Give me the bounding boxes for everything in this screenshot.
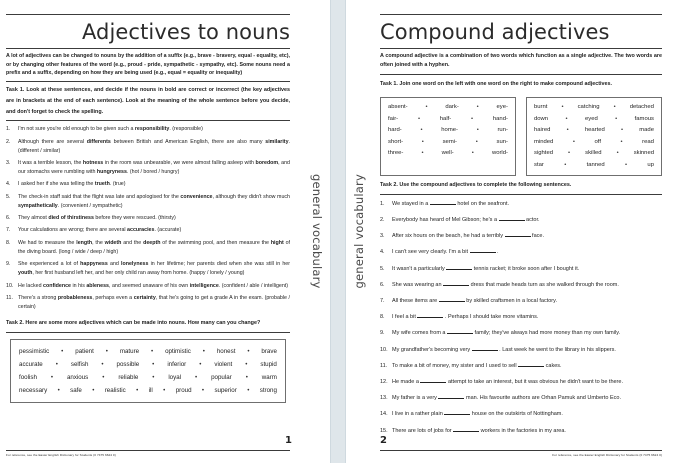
question-number: 3. [6, 160, 11, 167]
question-text: I'm not sure you're old enough to be given such a responsibility. (responsible) [18, 126, 203, 133]
bullet-separator-icon: • [476, 127, 479, 134]
answer-blank[interactable] [505, 236, 531, 237]
question-text: There are lots of jobs for workers in the factories in my area. [392, 427, 566, 434]
question-number: 7. [6, 227, 11, 234]
word-bank-item[interactable]: tanned [586, 161, 605, 168]
bullet-separator-icon: • [245, 361, 248, 369]
question-number: 2. [380, 217, 385, 224]
bullet-separator-icon: • [50, 374, 53, 382]
question-item [380, 378, 662, 387]
word-bank-item[interactable]: realistic [104, 387, 126, 395]
question-number: 15. [380, 427, 388, 434]
answer-blank[interactable] [430, 204, 456, 205]
question-text: I feel a bit . Perhaps I should take more vitamins. [392, 314, 539, 321]
question-item [380, 297, 662, 306]
word-bank-item[interactable]: detached [629, 104, 654, 111]
word-bank-item[interactable]: sun- [496, 138, 508, 145]
bullet-separator-icon: • [471, 150, 474, 157]
task1-instruction: Task 1. Join one word on the left with one word on the right to make compound adjectives. [380, 80, 613, 87]
question-item [380, 427, 662, 436]
adjective-word-bank [10, 339, 286, 403]
word-bank-item[interactable]: haired [534, 127, 551, 134]
word-bank-item[interactable]: made [639, 127, 654, 134]
question-text: She was wearing an dress that made heads turn as she walked through the room. [392, 281, 619, 288]
question-text: My grandfather's becoming very . Last week he went to the library in his slippers. [392, 346, 616, 353]
word-bank-item[interactable]: reliable [118, 374, 139, 382]
question-item [380, 362, 662, 371]
word-bank-row [19, 358, 277, 371]
bullet-separator-icon: • [564, 161, 567, 168]
word-bank-item[interactable]: pessimistic [19, 348, 50, 356]
question-item [380, 200, 662, 209]
word-bank-item[interactable]: three- [388, 150, 404, 157]
answer-blank[interactable] [499, 220, 525, 221]
bullet-separator-icon: • [163, 387, 166, 395]
word-bank-row [388, 114, 508, 126]
word-bank-item[interactable]: popular [211, 374, 232, 382]
bullet-separator-icon: • [620, 138, 623, 145]
question-text: It wasn't a particularly tennis racket; it broke soon after I bought it. [392, 265, 580, 272]
word-bank-item[interactable]: optimistic [165, 348, 191, 356]
side-tab-label: general vocabulary [310, 174, 324, 289]
question-number: 4. [6, 181, 11, 188]
question-number: 1. [6, 126, 11, 133]
bullet-separator-icon: • [245, 374, 248, 382]
intro-paragraph: A lot of adjectives can be changed to nouns by the addition of a suffix (e.g., brave - bravery, equal - equality, etc), or by changing other features of the word (e.g., proud - pride, sympathetic - sympathy, etc). Some nouns need a prefix and a suffix, depending on how they are being used (e.g., equal = equality or inequality) [6, 53, 290, 77]
bullet-separator-icon: • [568, 150, 571, 157]
bullet-separator-icon: • [55, 361, 58, 369]
word-bank-item[interactable]: superior [214, 387, 237, 395]
bullet-separator-icon: • [102, 374, 105, 382]
question-number: 11. [6, 294, 13, 301]
word-bank-item[interactable]: skilled [585, 150, 602, 157]
page-title: Adjectives to nouns [81, 20, 290, 44]
word-bank-item[interactable]: hard- [388, 127, 402, 134]
question-number: 8. [380, 314, 385, 321]
word-bank-item[interactable]: skinned [633, 150, 654, 157]
word-bank-item[interactable]: stupid [260, 361, 277, 369]
right-spacer [380, 443, 662, 450]
word-bank-item[interactable]: dark- [445, 104, 459, 111]
answer-blank[interactable] [447, 333, 473, 334]
question-text: We had to measure the length, the wideth and the deepth of the swimming pool, and then measure the hight of the diving board. (long / wide / deep / high) [18, 239, 291, 255]
task1-question-list [6, 121, 290, 315]
word-bank-item[interactable]: violent [214, 361, 233, 369]
title-top-rule [380, 14, 662, 15]
word-bank-item[interactable]: home- [441, 127, 458, 134]
word-bank-item[interactable]: read [642, 138, 654, 145]
word-bank-item[interactable]: foolish [19, 374, 37, 382]
question-number: 5. [380, 265, 385, 272]
question-item [380, 232, 662, 241]
word-bank-item[interactable]: minded [534, 138, 554, 145]
word-bank-item[interactable]: loyal [168, 374, 182, 382]
question-text: She experienced a lot of happyness and lonelyness in her lifetime; her parents died when she was still in her youth, her first husband left her, and her only child ran away from home. (happy / lonely / young) [18, 261, 291, 277]
question-number: 9. [6, 261, 11, 268]
question-number: 2. [6, 138, 11, 145]
intro-paragraph: A compound adjective is a combination of two words which function as a single adjective. The two words are often joined with a hyphen. [380, 53, 662, 69]
word-bank-item[interactable]: eye- [496, 104, 508, 111]
bullet-separator-icon: • [420, 127, 423, 134]
bullet-separator-icon: • [475, 138, 478, 145]
question-item [6, 159, 290, 177]
question-number: 10. [6, 282, 14, 289]
bullet-separator-icon: • [101, 361, 104, 369]
page-left-footer [6, 434, 292, 463]
word-bank-item[interactable]: semi- [442, 138, 457, 145]
question-item [6, 239, 290, 257]
word-bank-item[interactable]: catching [577, 104, 600, 111]
word-bank-item[interactable]: safe [70, 387, 82, 395]
question-item [6, 193, 290, 211]
side-tab-right [346, 0, 372, 463]
word-bank-row [534, 125, 654, 137]
title-top-rule [6, 14, 290, 15]
word-bank-item[interactable]: inferior [167, 361, 187, 369]
question-item [380, 248, 662, 257]
bullet-separator-icon: • [201, 387, 205, 395]
word-bank-item[interactable]: necessary [19, 387, 48, 395]
question-item [380, 329, 662, 338]
footer-reference-note: For reference, see the Easier English Dictionary for Students (0 7475 6624 0) [6, 453, 116, 457]
bullet-separator-icon: • [613, 104, 616, 111]
question-item [6, 125, 290, 134]
word-bank-item[interactable]: off [594, 138, 601, 145]
answer-blank[interactable] [444, 414, 470, 415]
footer-rule [380, 434, 662, 451]
question-item [380, 281, 662, 290]
word-bank-item[interactable]: hand- [492, 115, 508, 122]
bullet-separator-icon: • [152, 374, 155, 382]
bullet-separator-icon: • [561, 104, 564, 111]
bullet-separator-icon: • [202, 348, 205, 356]
question-number: 3. [380, 233, 385, 240]
word-bank-row [19, 345, 277, 358]
word-bank-second-parts [526, 97, 662, 176]
word-bank-item[interactable]: short- [388, 138, 404, 145]
question-text: I live in a rather plain house on the outskirts of Nottingham. [392, 411, 563, 418]
question-item [6, 226, 290, 235]
question-number: 8. [6, 239, 11, 246]
question-number: 10. [380, 346, 388, 353]
word-bank-item[interactable]: ill [148, 387, 153, 395]
question-number: 13. [380, 395, 388, 402]
word-bank-row [534, 114, 654, 126]
answer-blank[interactable] [439, 301, 465, 302]
page-right [345, 0, 676, 463]
bullet-separator-icon: • [625, 161, 628, 168]
bullet-separator-icon: • [417, 115, 420, 122]
word-bank-item[interactable]: brave [261, 348, 277, 356]
question-item [6, 260, 290, 278]
word-bank-item[interactable]: proud [175, 387, 192, 395]
bullet-separator-icon: • [566, 127, 569, 134]
bullet-separator-icon: • [92, 387, 95, 395]
word-bank-item[interactable]: warm [261, 374, 277, 382]
word-bank-row [534, 102, 654, 114]
answer-blank[interactable] [443, 285, 469, 286]
word-bank-item[interactable]: up [647, 161, 654, 168]
question-number: 11. [380, 362, 388, 369]
answer-blank[interactable] [438, 398, 464, 399]
question-text: The check-in staff said that the flight was late and apologised for the convenience, although they didn't show much sympathetically. (convenient / sympathetic) [18, 193, 291, 209]
word-bank-row [388, 148, 508, 160]
task2-rule [6, 332, 290, 333]
bullet-separator-icon: • [136, 387, 139, 395]
bullet-separator-icon: • [105, 348, 108, 356]
question-number: 9. [380, 330, 385, 337]
question-item [380, 265, 662, 274]
footer-reference-note: For reference, see the Easier English Dictionary for Students (0 7475 6624 0) [552, 453, 662, 457]
question-text: Although there are several differents between British and American English, there are also many similarity. (different / similar) [18, 138, 290, 154]
word-bank-row [388, 102, 508, 114]
word-bank-item[interactable]: absent- [388, 104, 408, 111]
bullet-separator-icon: • [247, 348, 250, 356]
footer-rule [6, 434, 292, 451]
word-bank-item[interactable]: selfish [70, 361, 89, 369]
word-bank-item[interactable]: star [534, 161, 544, 168]
bullet-separator-icon: • [425, 104, 428, 111]
word-bank-row [388, 125, 508, 137]
question-text: I asked her if she was telling the trueth. (true) [18, 181, 126, 188]
word-bank-item[interactable]: well- [441, 150, 454, 157]
word-bank-item[interactable]: mature [119, 348, 140, 356]
task2-question-list [380, 195, 662, 443]
question-item [380, 346, 662, 355]
question-item [380, 410, 662, 419]
word-bank-row [388, 137, 508, 149]
compound-word-banks [380, 97, 662, 176]
answer-blank[interactable] [420, 382, 446, 383]
question-text: They almost died of thirstiness before they were rescued. (thirsty) [18, 215, 176, 222]
word-bank-item[interactable]: world- [491, 150, 508, 157]
question-text: He lacked confidence in his ableness, and seemed unaware of his own intelligence. (confident / able / intelligent) [18, 282, 289, 289]
side-tab-label: general vocabulary [352, 174, 366, 289]
question-item [6, 180, 290, 189]
task1-instruction: Task 1. Look at these sentences, and decide if the nouns in bold are correct or incorrect (the key adjectives are in brackets at the end of each sentence). Look at the meaning of the whole sentence before you decide, and don't forget to check the spelling. [6, 86, 290, 115]
bullet-separator-icon: • [421, 138, 424, 145]
word-bank-row [19, 371, 277, 384]
page-number: 2 [380, 434, 387, 446]
question-text: Everybody has heard of Mel Gibson; he's a actor. [392, 217, 540, 224]
word-bank-item[interactable]: run- [497, 127, 508, 134]
bullet-separator-icon: • [421, 150, 424, 157]
task2-instruction: Task 2. Use the compound adjectives to complete the following sentences. [380, 182, 572, 189]
page-title: Compound adjectives [380, 20, 610, 44]
word-bank-row [534, 160, 654, 172]
bullet-separator-icon: • [620, 127, 624, 134]
answer-blank[interactable] [518, 366, 544, 367]
answer-blank[interactable] [417, 317, 443, 318]
word-bank-item[interactable]: down [534, 115, 549, 122]
question-text: To make a bit of money, my sister and I used to sell cakes. [392, 362, 562, 369]
bullet-separator-icon: • [476, 104, 479, 111]
word-bank-item[interactable]: fair- [388, 115, 399, 122]
question-text: All these items are by skilled craftsmen in a local factory. [392, 298, 557, 305]
word-bank-item[interactable]: accurate [19, 361, 43, 369]
word-bank-item[interactable]: possible [116, 361, 140, 369]
question-text: There's a strong probableness, perhaps even a certainty, that he's going to get a grade A in the exam. (probable / certain) [18, 294, 291, 310]
question-text: He made a attempt to take an interest, but it was obvious he didn't want to be there. [392, 378, 623, 385]
bullet-separator-icon: • [565, 115, 568, 122]
question-item [6, 282, 290, 291]
question-number: 5. [6, 193, 11, 200]
question-number: 14. [380, 411, 388, 418]
answer-blank[interactable] [472, 350, 498, 351]
question-item [380, 216, 662, 225]
page-right-footer [380, 434, 662, 463]
bullet-separator-icon: • [471, 115, 474, 122]
question-text: Your calculations are wrong; there are several accuracies. (accurate) [18, 227, 182, 234]
page-right-content [372, 0, 676, 463]
question-text: My wife comes from a family; they've always had more money than my own family. [392, 330, 621, 337]
word-bank-item[interactable]: anxious [66, 374, 89, 382]
question-text: I can't see very clearly. I'm a bit . [392, 249, 499, 256]
word-bank-first-parts [380, 97, 516, 176]
word-bank-item[interactable]: famous [634, 115, 654, 122]
page-number: 1 [285, 434, 292, 446]
question-number: 1. [380, 200, 385, 207]
question-item [380, 394, 662, 403]
question-text: After six hours on the beach, he had a terribly face. [392, 233, 544, 240]
question-number: 6. [6, 215, 11, 222]
task2-instruction: Task 2. Here are some more adjectives which can be made into nouns. How many can you change? [6, 320, 261, 327]
question-text: We stayed in a hotel on the seafront. [392, 200, 510, 207]
side-tab-left [304, 0, 330, 463]
question-number: 7. [380, 298, 385, 305]
bullet-separator-icon: • [194, 374, 198, 382]
answer-blank[interactable] [446, 269, 472, 270]
question-item [6, 294, 290, 312]
question-item [380, 313, 662, 322]
bullet-separator-icon: • [572, 138, 575, 145]
bullet-separator-icon: • [615, 115, 618, 122]
word-bank-item[interactable]: half- [439, 115, 452, 122]
word-bank-item[interactable]: eyed [584, 115, 598, 122]
word-bank-row [534, 148, 654, 160]
bullet-separator-icon: • [150, 348, 154, 356]
bullet-separator-icon: • [61, 348, 64, 356]
question-number: 4. [380, 249, 385, 256]
bullet-separator-icon: • [247, 387, 250, 395]
question-text: My father is a very man. His favourite authors are Orhan Pamuk and Umberto Eco. [392, 395, 621, 402]
bullet-separator-icon: • [199, 361, 202, 369]
word-bank-item[interactable]: hearted [584, 127, 605, 134]
page-left-content [0, 0, 304, 463]
word-bank-row [19, 384, 277, 397]
bullet-separator-icon: • [57, 387, 60, 395]
page-left [0, 0, 331, 463]
word-bank-item[interactable]: sighted [534, 150, 553, 157]
answer-blank[interactable] [453, 431, 479, 432]
bullet-separator-icon: • [616, 150, 619, 157]
bullet-separator-icon: • [152, 361, 155, 369]
word-bank-row [534, 137, 654, 149]
word-bank-item[interactable]: burnt [534, 104, 548, 111]
question-number: 12. [380, 378, 388, 385]
question-number: 6. [380, 281, 385, 288]
question-text: It was a terrible lesson, the hotness in the room was unbearable, we were almost falling asleep with boredom, and our stomachs were rumbling with hungryness. (hot / bored / hungry) [18, 160, 290, 176]
left-spacer [6, 403, 290, 449]
word-bank-item[interactable]: honest [216, 348, 236, 356]
word-bank-item[interactable]: strong [259, 387, 277, 395]
question-item [6, 138, 290, 156]
word-bank-item[interactable]: patient [75, 348, 94, 356]
question-item [6, 214, 290, 223]
answer-blank[interactable] [470, 252, 496, 253]
